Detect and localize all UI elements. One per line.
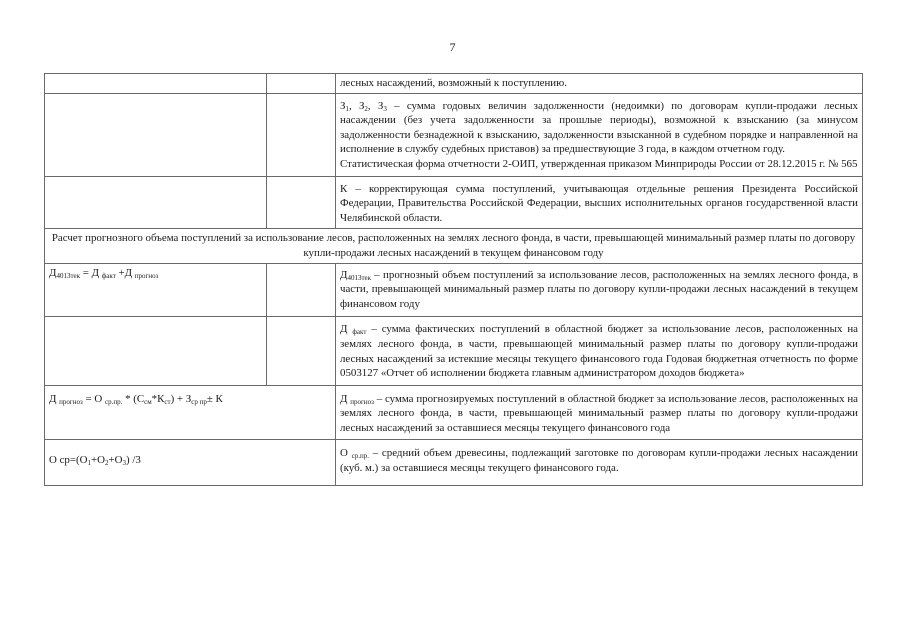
table-row [45, 385, 863, 440]
description-text: – средний объем древесины, подлежащий заготовке по договорам купли-продажи лесных насаждении (куб. м.) за оставшиеся месяцы текущего финансового года. [340, 447, 858, 475]
variable-symbol: З [358, 99, 365, 112]
description-cell [336, 93, 863, 176]
table-row [45, 440, 863, 485]
formula-cell [45, 176, 267, 229]
description-paragraph: $З_1$, $З_2$, $З_3$ – сумма годовых величин задолженности (недоимки) по договорам купли-продажи лесных насаждении (без учета задолженности за прошлые периоды), возможной к взысканию (за минусом задолженности безнадежной к взысканию, задолженности взысканной в судебном порядке и направленной на исполнение в службу судебных приставов) за предшествующие 3 года, в каждом отчетном году. [340, 99, 858, 156]
table-row [45, 229, 863, 263]
table-row [45, 74, 863, 94]
source-cell [267, 176, 336, 229]
page-number: 7 [449, 40, 456, 54]
description-text: – сумма фактических поступлений в областной бюджет за использование лесов, расположенных на землях лесного фонда, в части, превышающей минимальный размер платы по договору купли-продажи лесных насаждений за истекшие месяцы текущего финансового года Годовая бюджетная отчетность по форме 0503127 «Отчет об исполнении бюджета главным администратором доходов бюджета» [340, 323, 859, 380]
table-row [45, 263, 863, 317]
description-text: – сумма годовых величин задолженности (недоимки) по договорам купли-продажи лесных насаждении (без учета задолженности за прошлые периоды), возможной к взысканию (за минусом задолженности безнадежной к взысканию, задолженности взысканной в судебном порядке и направленной на исполнение в службу судебных приставов) за предшествующие 3 года, в каждом отчетном году. [340, 99, 858, 156]
source-reference: Статистическая форма отчетности 2-ОИП, утвержденная приказом Минприроды России от 28.12.2015 г. № 565 [340, 157, 858, 170]
description-text: – прогнозный объем поступлений за использование лесов, расположенных на землях лесного фонда, в части, превышающей минимальный размер платы по договору купли-продажи лесных насаждений в текущем финансовом году [340, 268, 858, 310]
description-cell [336, 176, 863, 229]
formula-cell [45, 317, 267, 385]
formula: О $ср=(О_1+О_2+О_3)$ /3 [49, 454, 141, 468]
description-text: лесных насаждений, возможный к поступлению. [340, 77, 567, 89]
formula-cell [45, 93, 267, 176]
description-cell: Д $_{факт}$ – сумма фактических поступлений в областной бюджет за использование лесов, расположенных на землях лесного фонда, в части, превышающей минимальный размер платы по договору купли-продажи лесных насаждений за истекшие месяцы текущего финансового года Годовая бюджетная отчетность по форме 0503127 «Отчет об исполнении бюджета главным администратором доходов бюджета» [336, 317, 863, 385]
source-cell [267, 263, 336, 317]
formula-cell [45, 385, 336, 440]
variable-symbol: З [340, 99, 346, 112]
table-row [45, 176, 863, 229]
source-cell [267, 317, 336, 385]
description-cell: Д $_{прогноз}$ – сумма прогнозируемых поступлений в областной бюджет за использование лесов, расположенных на землях лесного фонда, в части, превышающей минимальный размер платы по договору купли-продажи лесных насаждений за оставшиеся месяцы текущего финансового года [336, 385, 863, 440]
formula-cell [45, 74, 267, 94]
description-cell: О $_{ср.пр.}$ – средний объем древесины, подлежащий заготовке по договорам купли-продажи лесных насаждении (куб. м.) за оставшиеся месяцы текущего финансового года. [336, 440, 863, 485]
section-heading [45, 229, 863, 263]
variable-symbol: З [377, 99, 384, 112]
formula-cell [45, 263, 267, 317]
source-cell [267, 93, 336, 176]
table-row [45, 93, 863, 176]
section-heading-text: Расчет прогнозного объема поступлений за использование лесов, расположенных на землях лесного фонда, в части, превышающей минимальный размер платы по договору купли-продажи лесных насаждений в текущем финансовом году [51, 232, 856, 259]
description-cell: $Д_{4013тек}$ – прогнозный объем поступлений за использование лесов, расположенных на землях лесного фонда, в части, превышающей минимальный размер платы по договору купли-продажи лесных насаждений в текущем финансовом году [336, 263, 863, 317]
methodology-table [44, 73, 863, 486]
table-row [45, 317, 863, 385]
description-text: К – корректирующая сумма поступлений, учитывающая отдельные решения Президента Российской Федерации, Правительства Российской Федерации, высших исполнительных органов государственной власти Челябинской области. [340, 182, 858, 224]
description-text: – сумма прогнозируемых поступлений в областной бюджет за использование лесов, расположенных на землях лесного фонда, в части, превышающей минимальный размер платы по договору купли-продажи лесных насаждений за оставшиеся месяцы текущего финансового года [340, 392, 858, 434]
source-cell [267, 74, 336, 94]
formula: Д $_{прогноз}$ = О $_{ср.пр.} * (С_{см}*К_{ст}) + З_{ср пр}\pm К$ [49, 392, 223, 406]
formula: $Д_{4013тек} = Д$ $_{факт}$ +Д $_{прогноз}$ [49, 266, 159, 280]
description-cell [336, 74, 863, 94]
formula-cell [45, 440, 336, 485]
